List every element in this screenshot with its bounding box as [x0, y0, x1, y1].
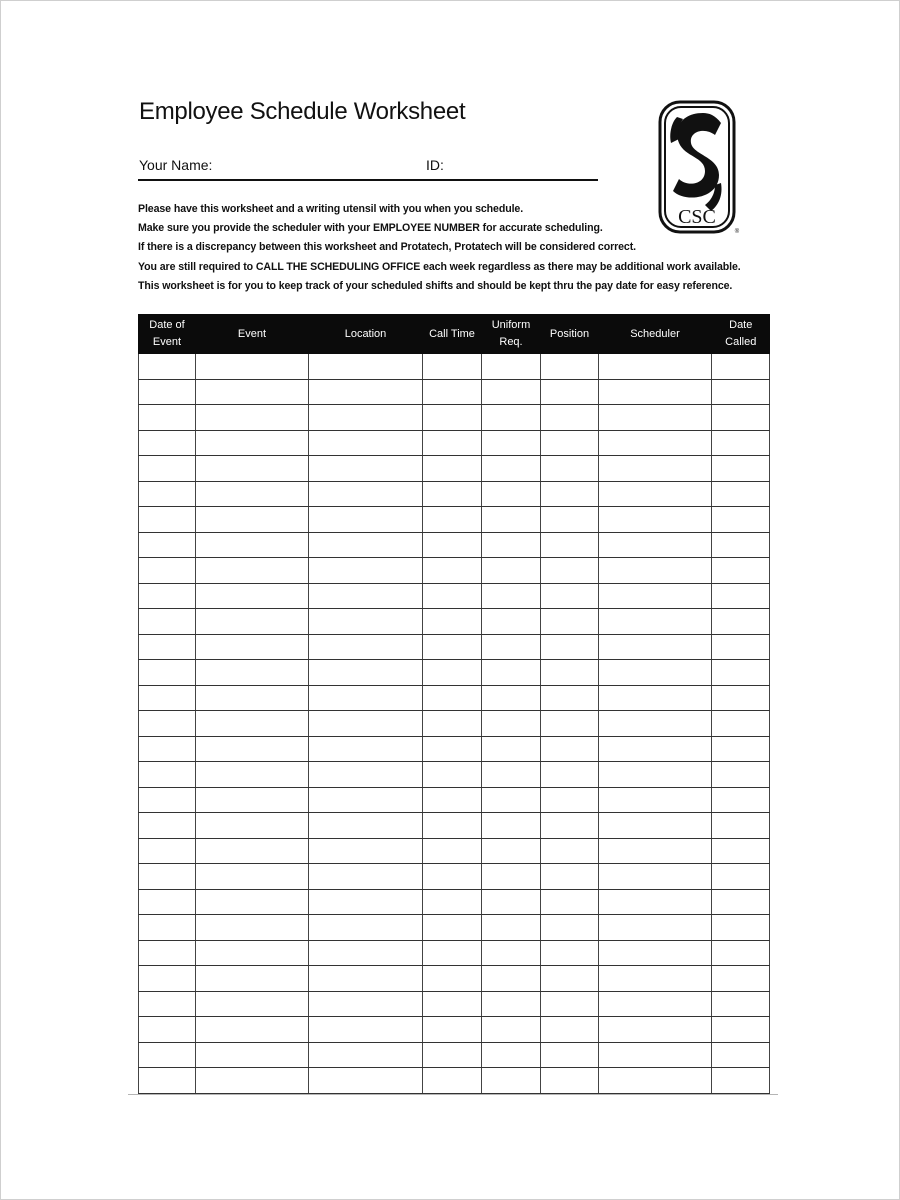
table-cell[interactable]	[309, 838, 423, 864]
table-cell[interactable]	[482, 966, 541, 992]
table-cell[interactable]	[309, 711, 423, 737]
table-cell[interactable]	[309, 634, 423, 660]
table-cell[interactable]	[139, 685, 196, 711]
table-cell[interactable]	[423, 532, 482, 558]
table-cell[interactable]	[196, 991, 309, 1017]
table-cell[interactable]	[541, 1017, 599, 1043]
table-cell[interactable]	[541, 379, 599, 405]
table-row	[139, 660, 770, 686]
column-header-position: Position	[541, 314, 599, 354]
table-row	[139, 762, 770, 788]
table-cell[interactable]	[482, 456, 541, 482]
table-cell[interactable]	[309, 991, 423, 1017]
table-cell[interactable]	[541, 532, 599, 558]
table-cell[interactable]	[599, 481, 712, 507]
table-cell[interactable]	[196, 481, 309, 507]
table-cell[interactable]	[139, 660, 196, 686]
table-cell[interactable]	[423, 762, 482, 788]
table-cell[interactable]	[712, 685, 770, 711]
table-cell[interactable]	[423, 456, 482, 482]
table-cell[interactable]	[599, 838, 712, 864]
logo-text: CSC	[678, 206, 716, 228]
instruction-line: Please have this worksheet and a writing utensil with you when you schedule.	[138, 203, 524, 215]
table-cell[interactable]	[599, 558, 712, 584]
table-cell[interactable]	[712, 762, 770, 788]
table-cell[interactable]	[139, 864, 196, 890]
table-cell[interactable]	[423, 864, 482, 890]
table-cell[interactable]	[599, 889, 712, 915]
column-header-date-called: Date Called	[712, 314, 770, 354]
column-header-uniform-req: Uniform Req.	[482, 314, 541, 354]
table-cell[interactable]	[541, 864, 599, 890]
table-cell[interactable]	[541, 430, 599, 456]
table-cell[interactable]	[309, 507, 423, 533]
table-cell[interactable]	[196, 405, 309, 431]
table-cell[interactable]	[712, 558, 770, 584]
table-cell[interactable]	[309, 813, 423, 839]
table-cell[interactable]	[309, 660, 423, 686]
table-cell[interactable]	[712, 1068, 770, 1094]
table-cell[interactable]	[196, 966, 309, 992]
table-cell[interactable]	[541, 1042, 599, 1068]
table-row	[139, 991, 770, 1017]
table-cell[interactable]	[139, 481, 196, 507]
table-cell[interactable]	[712, 354, 770, 379]
table-cell[interactable]	[423, 609, 482, 635]
table-cell[interactable]	[599, 762, 712, 788]
table-cell[interactable]	[541, 762, 599, 788]
table-row	[139, 532, 770, 558]
table-cell[interactable]	[196, 711, 309, 737]
column-header-scheduler: Scheduler	[599, 314, 712, 354]
table-cell[interactable]	[139, 1017, 196, 1043]
table-cell[interactable]	[139, 354, 196, 379]
table-cell[interactable]	[139, 787, 196, 813]
table-cell[interactable]	[196, 1068, 309, 1094]
table-cell[interactable]	[541, 787, 599, 813]
table-row	[139, 813, 770, 839]
table-cell[interactable]	[196, 532, 309, 558]
table-cell[interactable]	[541, 405, 599, 431]
table-cell[interactable]	[482, 685, 541, 711]
table-cell[interactable]	[196, 736, 309, 762]
table-cell[interactable]	[712, 813, 770, 839]
table-cell[interactable]	[599, 711, 712, 737]
table-cell[interactable]	[712, 634, 770, 660]
table-cell[interactable]	[599, 736, 712, 762]
table-cell[interactable]	[599, 1068, 712, 1094]
table-cell[interactable]	[423, 787, 482, 813]
table-cell[interactable]	[599, 456, 712, 482]
table-cell[interactable]	[599, 1042, 712, 1068]
table-row	[139, 889, 770, 915]
table-cell[interactable]	[196, 354, 309, 379]
table-cell[interactable]	[482, 354, 541, 379]
table-cell[interactable]	[309, 966, 423, 992]
table-cell[interactable]	[423, 634, 482, 660]
table-cell[interactable]	[712, 736, 770, 762]
page-title: Employee Schedule Worksheet	[139, 98, 466, 125]
table-cell[interactable]	[423, 660, 482, 686]
table-cell[interactable]	[712, 966, 770, 992]
table-cell[interactable]	[423, 430, 482, 456]
table-cell[interactable]	[541, 354, 599, 379]
table-cell[interactable]	[309, 1042, 423, 1068]
table-row	[139, 507, 770, 533]
table-cell[interactable]	[482, 813, 541, 839]
table-cell[interactable]	[139, 558, 196, 584]
table-cell[interactable]	[196, 915, 309, 941]
table-cell[interactable]	[423, 1017, 482, 1043]
table-cell[interactable]	[712, 915, 770, 941]
table-cell[interactable]	[712, 430, 770, 456]
table-cell[interactable]	[599, 991, 712, 1017]
table-row	[139, 1017, 770, 1043]
name-id-line	[138, 155, 598, 181]
table-row	[139, 354, 770, 379]
table-cell[interactable]	[196, 430, 309, 456]
table-cell[interactable]	[482, 1068, 541, 1094]
table-body	[139, 354, 770, 1093]
table-cell[interactable]	[599, 660, 712, 686]
table-cell[interactable]	[139, 405, 196, 431]
table-row	[139, 685, 770, 711]
table-cell[interactable]	[196, 787, 309, 813]
table-cell[interactable]	[541, 609, 599, 635]
instruction-line: You are still required to CALL THE SCHEDULING OFFICE each week regardless as there may be additional work available.	[138, 260, 741, 273]
table-cell[interactable]	[139, 609, 196, 635]
table-cell[interactable]	[599, 354, 712, 379]
table-cell[interactable]	[482, 1017, 541, 1043]
table-cell[interactable]	[541, 838, 599, 864]
table-cell[interactable]	[139, 583, 196, 609]
table-cell[interactable]	[309, 481, 423, 507]
table-cell[interactable]	[482, 430, 541, 456]
table-cell[interactable]	[482, 532, 541, 558]
table-cell[interactable]	[482, 991, 541, 1017]
table-cell[interactable]	[139, 456, 196, 482]
table-cell[interactable]	[482, 481, 541, 507]
table-cell[interactable]	[712, 609, 770, 635]
table-row	[139, 583, 770, 609]
table-row	[139, 456, 770, 482]
table-cell[interactable]	[599, 379, 712, 405]
table-row	[139, 481, 770, 507]
table-cell[interactable]	[423, 889, 482, 915]
table-row	[139, 940, 770, 966]
table-row	[139, 1068, 770, 1094]
table-cell[interactable]	[423, 354, 482, 379]
id-label: ID:	[426, 157, 444, 173]
table-cell[interactable]	[712, 405, 770, 431]
table-cell[interactable]	[482, 609, 541, 635]
table-cell[interactable]	[139, 507, 196, 533]
table-cell[interactable]	[599, 915, 712, 941]
table-row	[139, 430, 770, 456]
table-cell[interactable]	[482, 711, 541, 737]
table-cell[interactable]	[712, 889, 770, 915]
table-cell[interactable]	[423, 711, 482, 737]
table-cell[interactable]	[541, 736, 599, 762]
table-cell[interactable]	[599, 430, 712, 456]
table-cell[interactable]	[541, 660, 599, 686]
table-cell[interactable]	[423, 1068, 482, 1094]
table-cell[interactable]	[309, 889, 423, 915]
table-cell[interactable]	[712, 660, 770, 686]
table-cell[interactable]	[482, 915, 541, 941]
table-cell[interactable]	[541, 558, 599, 584]
table-cell[interactable]	[712, 532, 770, 558]
table-row	[139, 966, 770, 992]
column-header-date-of-event: Date of Event	[139, 314, 196, 354]
table-row	[139, 915, 770, 941]
table-cell[interactable]	[423, 813, 482, 839]
table-cell[interactable]	[482, 1042, 541, 1068]
table-cell[interactable]	[309, 1068, 423, 1094]
table-cell[interactable]	[309, 864, 423, 890]
table-cell[interactable]	[139, 966, 196, 992]
column-header-call-time: Call Time	[423, 314, 482, 354]
table-cell[interactable]	[599, 813, 712, 839]
table-cell[interactable]	[423, 405, 482, 431]
table-cell[interactable]	[599, 787, 712, 813]
table-cell[interactable]	[196, 660, 309, 686]
table-cell[interactable]	[309, 532, 423, 558]
table-cell[interactable]	[423, 991, 482, 1017]
table-cell[interactable]	[712, 787, 770, 813]
table-cell[interactable]	[309, 736, 423, 762]
table-cell[interactable]	[599, 609, 712, 635]
table-cell[interactable]	[482, 379, 541, 405]
table-row	[139, 864, 770, 890]
table-cell[interactable]	[309, 456, 423, 482]
table-cell[interactable]	[423, 583, 482, 609]
table-cell[interactable]	[309, 430, 423, 456]
instruction-line: Make sure you provide the scheduler with your EMPLOYEE NUMBER for accurate scheduling.	[138, 222, 603, 235]
table-cell[interactable]	[541, 634, 599, 660]
table-cell[interactable]	[599, 634, 712, 660]
table-cell[interactable]	[139, 711, 196, 737]
table-cell[interactable]	[712, 864, 770, 890]
table-cell[interactable]	[139, 634, 196, 660]
instructions	[138, 200, 741, 296]
table-cell[interactable]	[482, 940, 541, 966]
table-cell[interactable]	[482, 762, 541, 788]
table-cell[interactable]	[196, 813, 309, 839]
table-cell[interactable]	[712, 583, 770, 609]
table-cell[interactable]	[712, 991, 770, 1017]
table-cell[interactable]	[599, 966, 712, 992]
your-name-label: Your Name:	[139, 157, 213, 173]
table-cell[interactable]	[139, 379, 196, 405]
table-cell[interactable]	[423, 838, 482, 864]
table-row	[139, 558, 770, 584]
table-cell[interactable]	[139, 838, 196, 864]
table-cell[interactable]	[309, 915, 423, 941]
registered-mark: ®	[734, 229, 740, 235]
table-cell[interactable]	[309, 354, 423, 379]
table-cell[interactable]	[482, 405, 541, 431]
table-cell[interactable]	[423, 558, 482, 584]
bottom-rule	[128, 1094, 778, 1095]
table-cell[interactable]	[712, 1017, 770, 1043]
table-cell[interactable]	[196, 379, 309, 405]
table-cell[interactable]	[423, 966, 482, 992]
table-header-row	[139, 314, 770, 354]
instruction-line: This worksheet is for you to keep track of your scheduled shifts and should be kept thru the pay date for easy reference.	[138, 279, 733, 292]
table-cell[interactable]	[196, 838, 309, 864]
table-cell[interactable]	[423, 736, 482, 762]
table-cell[interactable]	[482, 507, 541, 533]
table-cell[interactable]	[482, 660, 541, 686]
table-row	[139, 711, 770, 737]
table-cell[interactable]	[309, 940, 423, 966]
table-cell[interactable]	[541, 685, 599, 711]
table-cell[interactable]	[196, 609, 309, 635]
table-row	[139, 379, 770, 405]
instruction-line: If there is a discrepancy between this worksheet and Protatech, Protatech will be considered correct.	[138, 241, 636, 254]
table-cell[interactable]	[541, 583, 599, 609]
table-cell[interactable]	[712, 456, 770, 482]
table-cell[interactable]	[139, 762, 196, 788]
table-cell[interactable]	[139, 915, 196, 941]
table-cell[interactable]	[482, 838, 541, 864]
table-cell[interactable]	[712, 507, 770, 533]
table-cell[interactable]	[712, 940, 770, 966]
table-cell[interactable]	[309, 379, 423, 405]
table-cell[interactable]	[482, 583, 541, 609]
table-cell[interactable]	[541, 991, 599, 1017]
table-row	[139, 634, 770, 660]
table-cell[interactable]	[541, 1068, 599, 1094]
table-cell[interactable]	[423, 379, 482, 405]
table-cell[interactable]	[712, 1042, 770, 1068]
table-cell[interactable]	[482, 558, 541, 584]
table-cell[interactable]	[482, 889, 541, 915]
table-row	[139, 787, 770, 813]
table-cell[interactable]	[541, 966, 599, 992]
table-cell[interactable]	[309, 609, 423, 635]
table-cell[interactable]	[541, 507, 599, 533]
table-cell[interactable]	[599, 583, 712, 609]
table-cell[interactable]	[423, 481, 482, 507]
table-cell[interactable]	[196, 583, 309, 609]
table-cell[interactable]	[423, 915, 482, 941]
table-row	[139, 405, 770, 431]
table-cell[interactable]	[196, 1042, 309, 1068]
table-cell[interactable]	[196, 634, 309, 660]
table-cell[interactable]	[423, 940, 482, 966]
table-cell[interactable]	[196, 1017, 309, 1043]
table-cell[interactable]	[196, 864, 309, 890]
table-row	[139, 838, 770, 864]
table-cell[interactable]	[712, 711, 770, 737]
table-cell[interactable]	[139, 1068, 196, 1094]
table-cell[interactable]	[139, 532, 196, 558]
table-cell[interactable]	[196, 558, 309, 584]
table-cell[interactable]	[423, 685, 482, 711]
table-cell[interactable]	[482, 864, 541, 890]
table-cell[interactable]	[309, 405, 423, 431]
table-cell[interactable]	[139, 736, 196, 762]
column-header-location: Location	[309, 314, 423, 354]
table-cell[interactable]	[139, 813, 196, 839]
table-cell[interactable]	[139, 991, 196, 1017]
table-row	[139, 1042, 770, 1068]
table-cell[interactable]	[196, 507, 309, 533]
table-cell[interactable]	[599, 864, 712, 890]
table-cell[interactable]	[482, 736, 541, 762]
table-cell[interactable]	[196, 762, 309, 788]
table-cell[interactable]	[423, 1042, 482, 1068]
table-row	[139, 609, 770, 635]
table-cell[interactable]	[196, 940, 309, 966]
table-cell[interactable]	[309, 762, 423, 788]
table-cell[interactable]	[309, 583, 423, 609]
table-cell[interactable]	[599, 405, 712, 431]
table-cell[interactable]	[599, 940, 712, 966]
table-cell[interactable]	[541, 915, 599, 941]
table-cell[interactable]	[196, 889, 309, 915]
table-cell[interactable]	[541, 481, 599, 507]
table-cell[interactable]	[541, 940, 599, 966]
column-header-event: Event	[196, 314, 309, 354]
table-cell[interactable]	[423, 507, 482, 533]
table-cell[interactable]	[712, 481, 770, 507]
table-cell[interactable]	[541, 456, 599, 482]
table-cell[interactable]	[599, 685, 712, 711]
table-cell[interactable]	[196, 456, 309, 482]
table-cell[interactable]	[139, 1042, 196, 1068]
table-cell[interactable]	[541, 711, 599, 737]
table-cell[interactable]	[712, 838, 770, 864]
table-cell[interactable]	[309, 558, 423, 584]
table-cell[interactable]	[599, 507, 712, 533]
table-cell[interactable]	[541, 813, 599, 839]
table-cell[interactable]	[599, 532, 712, 558]
table-cell[interactable]	[309, 787, 423, 813]
table-cell[interactable]	[482, 634, 541, 660]
schedule-table	[138, 314, 770, 1094]
table-cell[interactable]	[139, 940, 196, 966]
table-cell[interactable]	[599, 1017, 712, 1043]
table-cell[interactable]	[482, 787, 541, 813]
table-cell[interactable]	[139, 430, 196, 456]
table-cell[interactable]	[309, 685, 423, 711]
table-cell[interactable]	[309, 1017, 423, 1043]
table-cell[interactable]	[139, 889, 196, 915]
table-cell[interactable]	[541, 889, 599, 915]
table-cell[interactable]	[712, 379, 770, 405]
table-cell[interactable]	[196, 685, 309, 711]
csc-logo-icon	[657, 99, 741, 237]
table-row	[139, 736, 770, 762]
